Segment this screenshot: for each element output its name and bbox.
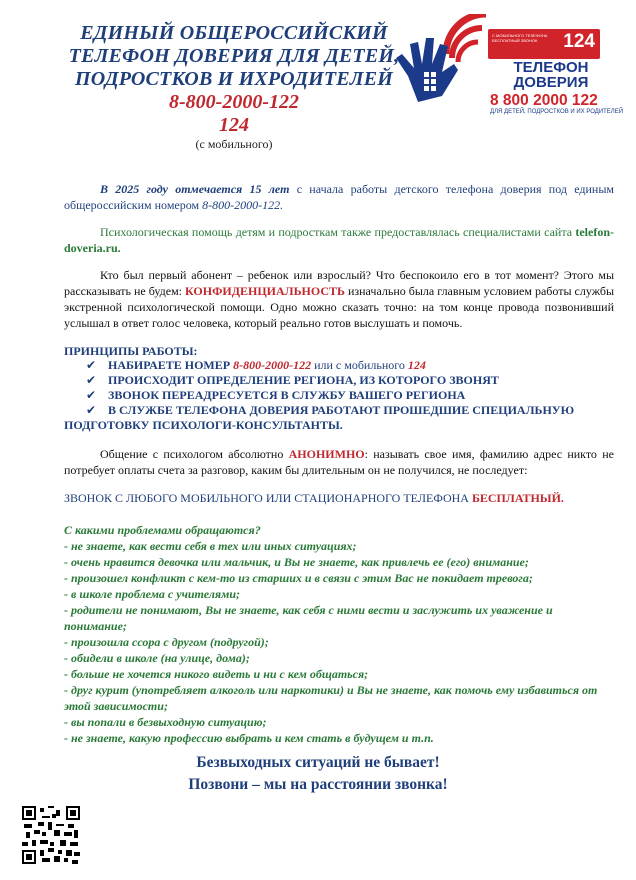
problem-item: - не знаете, как вести себя в тех или иных ситуациях;: [64, 539, 357, 553]
problem-item: - больше не хочется никого видеть и ни с кем общаться;: [64, 667, 369, 681]
principle-text: ПРОИСХОДИТ ОПРЕДЕЛЕНИЕ РЕГИОНА, ИЗ КОТОРОГО ЗВОНЯТ: [108, 373, 499, 387]
logo-phone: 8 800 2000 122: [490, 92, 598, 109]
check-icon: ✔: [86, 358, 97, 372]
logo-red-box: [488, 29, 600, 59]
title-line-1: ЕДИНЫЙ ОБЩЕРОССИЙСКИЙ: [80, 22, 388, 44]
free-call-line: [64, 490, 614, 506]
logo-tiny-text: С МОБИЛЬНОГО ТЕЛЕФОНА БЕСПЛАТНЫЙ ЗВОНОК: [492, 33, 548, 43]
logo-subtitle: ДЛЯ ДЕТЕЙ, ПОДРОСТКОВ И ИХ РОДИТЕЛЕЙ: [490, 109, 624, 115]
principle-text-mid: или с мобильного: [311, 358, 408, 372]
intro-p1-highlight: В 2025 году отмечается 15 лет: [100, 182, 290, 196]
problem-item: - произошла ссора с другом (подругой);: [64, 635, 269, 649]
problem-item: - произошел конфликт с кем-то из старших и в связи с этим Вас не покидает тревога;: [64, 571, 533, 585]
qr-code-icon[interactable]: [22, 806, 80, 864]
intro-p1-phone: 8-800-2000-122.: [202, 198, 284, 212]
free-text: ЗВОНОК С ЛЮБОГО МОБИЛЬНОГО ИЛИ СТАЦИОНАРНОГО ТЕЛЕФОНА: [64, 491, 472, 505]
principle-item-cont: ПОДГОТОВКУ ПСИХОЛОГИ-КОНСУЛЬТАНТЫ.: [64, 418, 343, 432]
intro-p2-text: Психологическая помощь детям и подросткам также предоставлялась специалистами сайта: [100, 225, 576, 239]
anon-text-c: : называть свое имя, фамилию адрес никто не потребует оплаты счета за разговор, каким бы длительным он не получился, не последует:: [64, 447, 614, 477]
helpline-logo: [388, 14, 624, 119]
problem-item: - не знаете, какую профессию выбрать и кем стать в будущем и т.п.: [64, 731, 434, 745]
intro-paragraph-2: [64, 224, 614, 256]
header-short-number: 124: [219, 114, 249, 136]
logo-short-number: 124: [563, 31, 595, 52]
principle-text: В СЛУЖБЕ ТЕЛЕФОНА ДОВЕРИЯ РАБОТАЮТ ПРОШЕДШИЕ СПЕЦИАЛЬНУЮ: [108, 403, 575, 417]
intro-p2-site[interactable]: telefon-doveria.ru.: [64, 225, 614, 255]
header-short-note: (с мобильного): [195, 137, 273, 151]
title-line-3: ПОДРОСТКОВ И ИХРОДИТЕЛЕЙ: [74, 68, 394, 90]
problems-section: [64, 522, 614, 746]
intro-p3-confidential: КОНФИДЕНЦИАЛЬНОСТЬ: [185, 284, 345, 298]
closing-line-2: Позвони – мы на расстоянии звонка!: [188, 776, 448, 793]
principle-short: 124: [407, 358, 426, 372]
closing-line-1: Безвыходных ситуаций не бывает!: [196, 754, 440, 771]
principle-phone: 8-800-2000-122: [233, 358, 312, 372]
anon-paragraph: [64, 446, 614, 478]
anon-highlight: АНОНИМНО: [288, 447, 365, 461]
free-highlight: БЕСПЛАТНЫЙ.: [471, 491, 564, 505]
title-line-2: ТЕЛЕФОН ДОВЕРИЯ ДЛЯ ДЕТЕЙ,: [68, 45, 400, 67]
principle-item: [64, 388, 614, 403]
principle-item: [64, 373, 614, 388]
check-icon: ✔: [86, 373, 97, 387]
header-phone: 8-800-2000-122: [169, 91, 299, 113]
principle-item: [64, 403, 614, 418]
logo-word-2: ДОВЕРИЯ: [513, 74, 589, 91]
intro-paragraph-3: [64, 267, 614, 331]
problem-item: - обидели в школе (на улице, дома);: [64, 651, 250, 665]
logo-word-1: ТЕЛЕФОН: [513, 59, 589, 76]
problem-item: - вы попали в безвыходную ситуацию;: [64, 715, 267, 729]
header: [34, 22, 434, 151]
check-icon: ✔: [86, 403, 97, 417]
intro-p3-text-c: изначально была главным условием работы службы экстренной психологической помощи. Одно можно сказать точно: на том конце провода позвонивший услышал в ответ голос человека, который реально готов выслушать и помочь.: [64, 284, 615, 330]
intro-p1-text: с начала работы детского телефона доверия под единым общероссийским номером: [64, 182, 614, 212]
principles-title: ПРИНЦИПЫ РАБОТЫ:: [64, 344, 198, 358]
hand-logo-icon: [388, 14, 498, 119]
check-icon: ✔: [86, 388, 97, 402]
anon-text-a: Общение с психологом абсолютно: [100, 447, 289, 461]
intro-paragraph-1: [64, 181, 614, 213]
logo-word: [496, 60, 606, 90]
principle-text: НАБИРАЕТЕ НОМЕР: [108, 358, 234, 372]
intro-p3-text-a: Кто был первый абонент – ребенок или взрослый? Что беспокоило его в тот момент? Этого мы рассказывать не будем:: [64, 268, 614, 298]
principles-list: [64, 358, 614, 433]
principle-item: [64, 358, 614, 373]
problems-list: [64, 538, 614, 746]
problem-item: - очень нравится девочка или мальчик, и Вы не знаете, как привлечь ее (его) внимание;: [64, 555, 529, 569]
problem-item: - в школе проблема с учителями;: [64, 587, 240, 601]
problems-title: С какими проблемами обращаются?: [64, 523, 261, 537]
problem-item: - родители не понимают, Вы не знаете, как себя с ними вести и заслужить их уважение и понимание;: [64, 603, 553, 633]
problem-item: - друг курит (употребляет алкоголь или наркотики) и Вы не знаете, как помочь ему избавиться от этой зависимости;: [64, 683, 598, 713]
principle-text: ЗВОНОК ПЕРЕАДРЕСУЕТСЯ В СЛУЖБУ ВАШЕГО РЕГИОНА: [108, 388, 466, 402]
